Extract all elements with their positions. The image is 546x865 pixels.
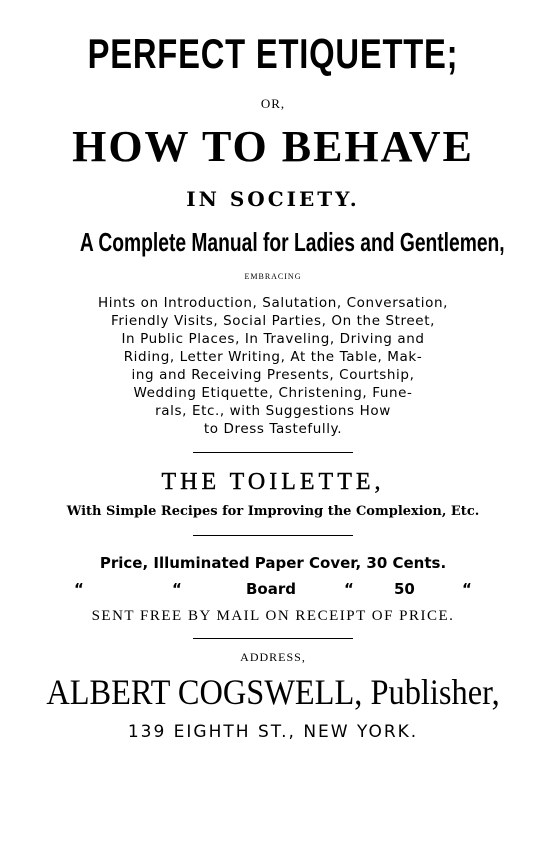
contents-line: rals, Etc., with Suggestions How [155, 403, 391, 419]
contents-line: ing and Receiving Presents, Courtship, [131, 367, 415, 383]
divider-rule [193, 452, 353, 453]
toilette-heading: THE TOILETTE, [161, 469, 385, 495]
book-subheadline: IN SOCIETY. [186, 187, 360, 211]
contents-line: In Public Places, In Traveling, Driving and [121, 331, 425, 347]
divider-rule [193, 535, 353, 536]
book-title: PERFECT ETIQUETTE; [87, 30, 459, 77]
or-connector: OR, [260, 96, 286, 111]
ditto-mark: “ [74, 580, 84, 598]
contents-line: Hints on Introduction, Salutation, Conversation, [97, 295, 449, 311]
board-price: 50 [394, 580, 415, 598]
contents-line: Friendly Visits, Social Parties, On the Street, [111, 313, 435, 329]
divider-rule [193, 638, 353, 639]
contents-line: Riding, Letter Writing, At the Table, Mak- [123, 349, 423, 365]
ditto-mark: “ [344, 580, 354, 598]
publisher-name: ALBERT COGSWELL, Publisher, [46, 672, 500, 712]
address-label: ADDRESS, [240, 650, 306, 664]
board-price-line [12, 578, 546, 600]
ditto-mark: “ [172, 580, 182, 598]
sent-free-notice: SENT FREE BY MAIL ON RECEIPT OF PRICE. [91, 608, 455, 624]
book-headline: HOW TO BEHAVE [72, 122, 474, 171]
embracing-label: EMBRACING [244, 272, 302, 281]
contents-list [12, 294, 534, 438]
contents-line: Wedding Etiquette, Christening, Fune- [133, 385, 413, 401]
publisher-address: 139 EIGHTH ST., NEW YORK. [127, 722, 419, 742]
recipes-line: With Simple Recipes for Improving the Complexion, Etc. [66, 504, 480, 519]
board-label: Board [246, 580, 296, 598]
ditto-mark: “ [462, 580, 472, 598]
price-line: Price, Illuminated Paper Cover, 30 Cents. [99, 554, 447, 572]
contents-line: to Dress Tastefully. [203, 421, 343, 437]
manual-description: A Complete Manual for Ladies and Gentlemen, [79, 227, 505, 257]
